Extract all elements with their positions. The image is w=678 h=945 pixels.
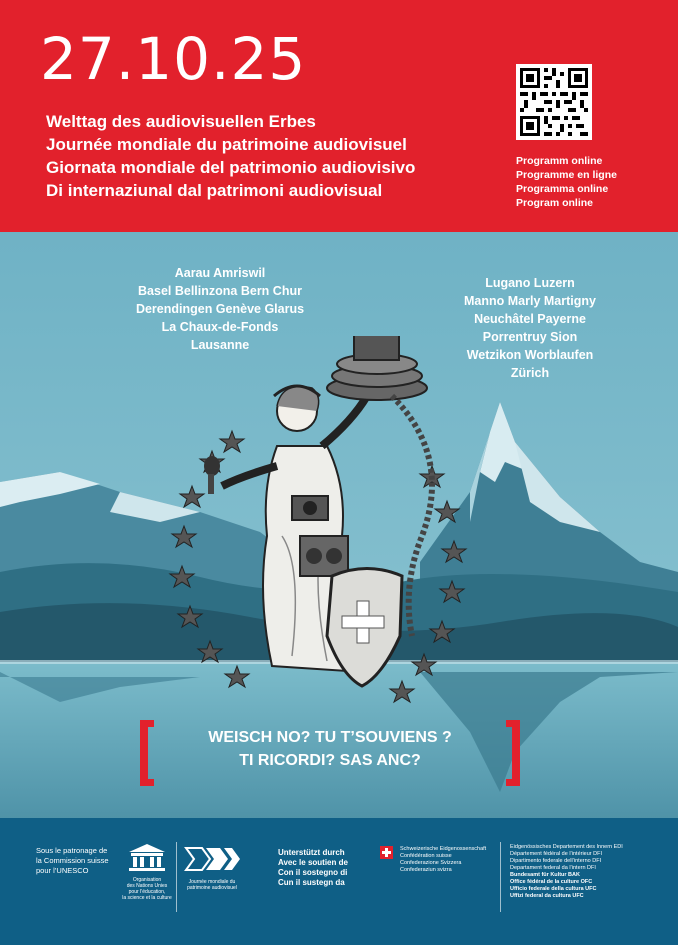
city-row: Porrentruy Sion: [482, 330, 578, 344]
city-row: Lausanne: [190, 338, 250, 352]
city-row: La Chaux-de-Fonds: [161, 320, 279, 334]
unesco-caption-line: la science et la culture: [122, 895, 172, 901]
slogan-text: [140, 726, 520, 772]
confederation-line: Confederazione Svizzera: [400, 860, 462, 866]
swiss-cross-icon: [380, 846, 393, 859]
city-row: Neuchâtel Payerne: [474, 312, 586, 326]
title-rm: Di internaziunal dal patrimoni audiovisual: [46, 181, 383, 200]
world-day-caption-line: Journée mondiale du: [188, 879, 236, 885]
city-row: Manno Marly Martigny: [464, 294, 596, 308]
slogan-line-1: WEISCH NO? TU T’SOUVIENS ?: [208, 729, 452, 746]
program-link-de[interactable]: Programm online: [516, 155, 603, 167]
patronage-text: [36, 846, 109, 876]
title-fr: Journée mondiale du patrimoine audiovisuel: [46, 135, 407, 154]
confederation-line: Confederaziun svizra: [400, 867, 452, 873]
support-text: [278, 848, 348, 888]
program-links: [516, 154, 617, 210]
confederation-line: Confédération suisse: [400, 853, 452, 859]
office-line: Ufficio federale della cultura UFC: [510, 886, 597, 892]
support-line: Cun il sustegn da: [278, 878, 345, 887]
title-it: Giornata mondiale del patrimonio audiovisivo: [46, 158, 416, 177]
event-titles: [46, 110, 415, 202]
support-line: Unterstützt durch: [278, 848, 345, 857]
patronage-line: Sous le patronage de: [36, 846, 108, 855]
slogan-line-2: TI RICORDI? SAS ANC?: [239, 752, 421, 769]
header-band: [0, 0, 678, 232]
divider: [176, 842, 177, 912]
patronage-line: pour l’UNESCO: [36, 866, 89, 875]
support-line: Con il sostegno di: [278, 868, 348, 877]
unesco-caption-line: Organisation: [132, 877, 162, 883]
office-line: Bundesamt für Kultur BAK: [510, 872, 580, 878]
world-day-logo: [180, 844, 244, 891]
department-line: Departament federal da l’intern DFI: [510, 865, 596, 871]
slogan-block: [140, 720, 520, 788]
department-line: Eidgenössisches Departement des Innern EDI: [510, 844, 623, 850]
city-row: Aarau Amriswil: [174, 266, 266, 280]
department-line: Dipartimento federale dell’interno DFI: [510, 858, 602, 864]
city-row: Wetzikon Worblaufen: [466, 348, 594, 362]
city-row: Zürich: [510, 366, 550, 380]
department-text: [510, 844, 623, 900]
city-row: Derendingen Genève Glarus: [135, 302, 305, 316]
event-date: 27.10.25: [40, 25, 307, 93]
world-day-caption-line: patrimoine audiovisuel: [187, 885, 237, 891]
confederation-line: Schweizerische Eidgenossenschaft: [400, 846, 487, 852]
support-line: Avec le soutien de: [278, 858, 348, 867]
world-day-chevron-icon: [182, 844, 242, 874]
office-line: Office fédéral de la culture OFC: [510, 879, 593, 885]
unesco-temple-icon: [127, 842, 167, 872]
helvetia-illustration: [162, 336, 492, 706]
divider: [500, 842, 501, 912]
office-line: Uffizi federal da cultura UFC: [510, 893, 584, 899]
patronage-line: la Commission suisse: [36, 856, 109, 865]
program-link-it[interactable]: Programma online: [516, 183, 609, 195]
title-de: Welttag des audiovisuellen Erbes: [46, 112, 316, 131]
mountain-scene: [0, 232, 678, 818]
unesco-logo: [120, 842, 174, 901]
program-link-rm[interactable]: Program online: [516, 197, 594, 209]
unesco-caption-line: pour l’éducation,: [128, 889, 166, 895]
city-row: Lugano Luzern: [485, 276, 575, 290]
footer-band: [0, 818, 678, 945]
unesco-caption-line: des Nations Unies: [126, 883, 168, 889]
program-link-fr[interactable]: Programme en ligne: [516, 169, 617, 181]
qr-code-icon[interactable]: [516, 64, 592, 140]
city-row: Basel Bellinzona Bern Chur: [138, 284, 302, 298]
department-line: Département fédéral de l’intérieur DFI: [510, 851, 603, 857]
